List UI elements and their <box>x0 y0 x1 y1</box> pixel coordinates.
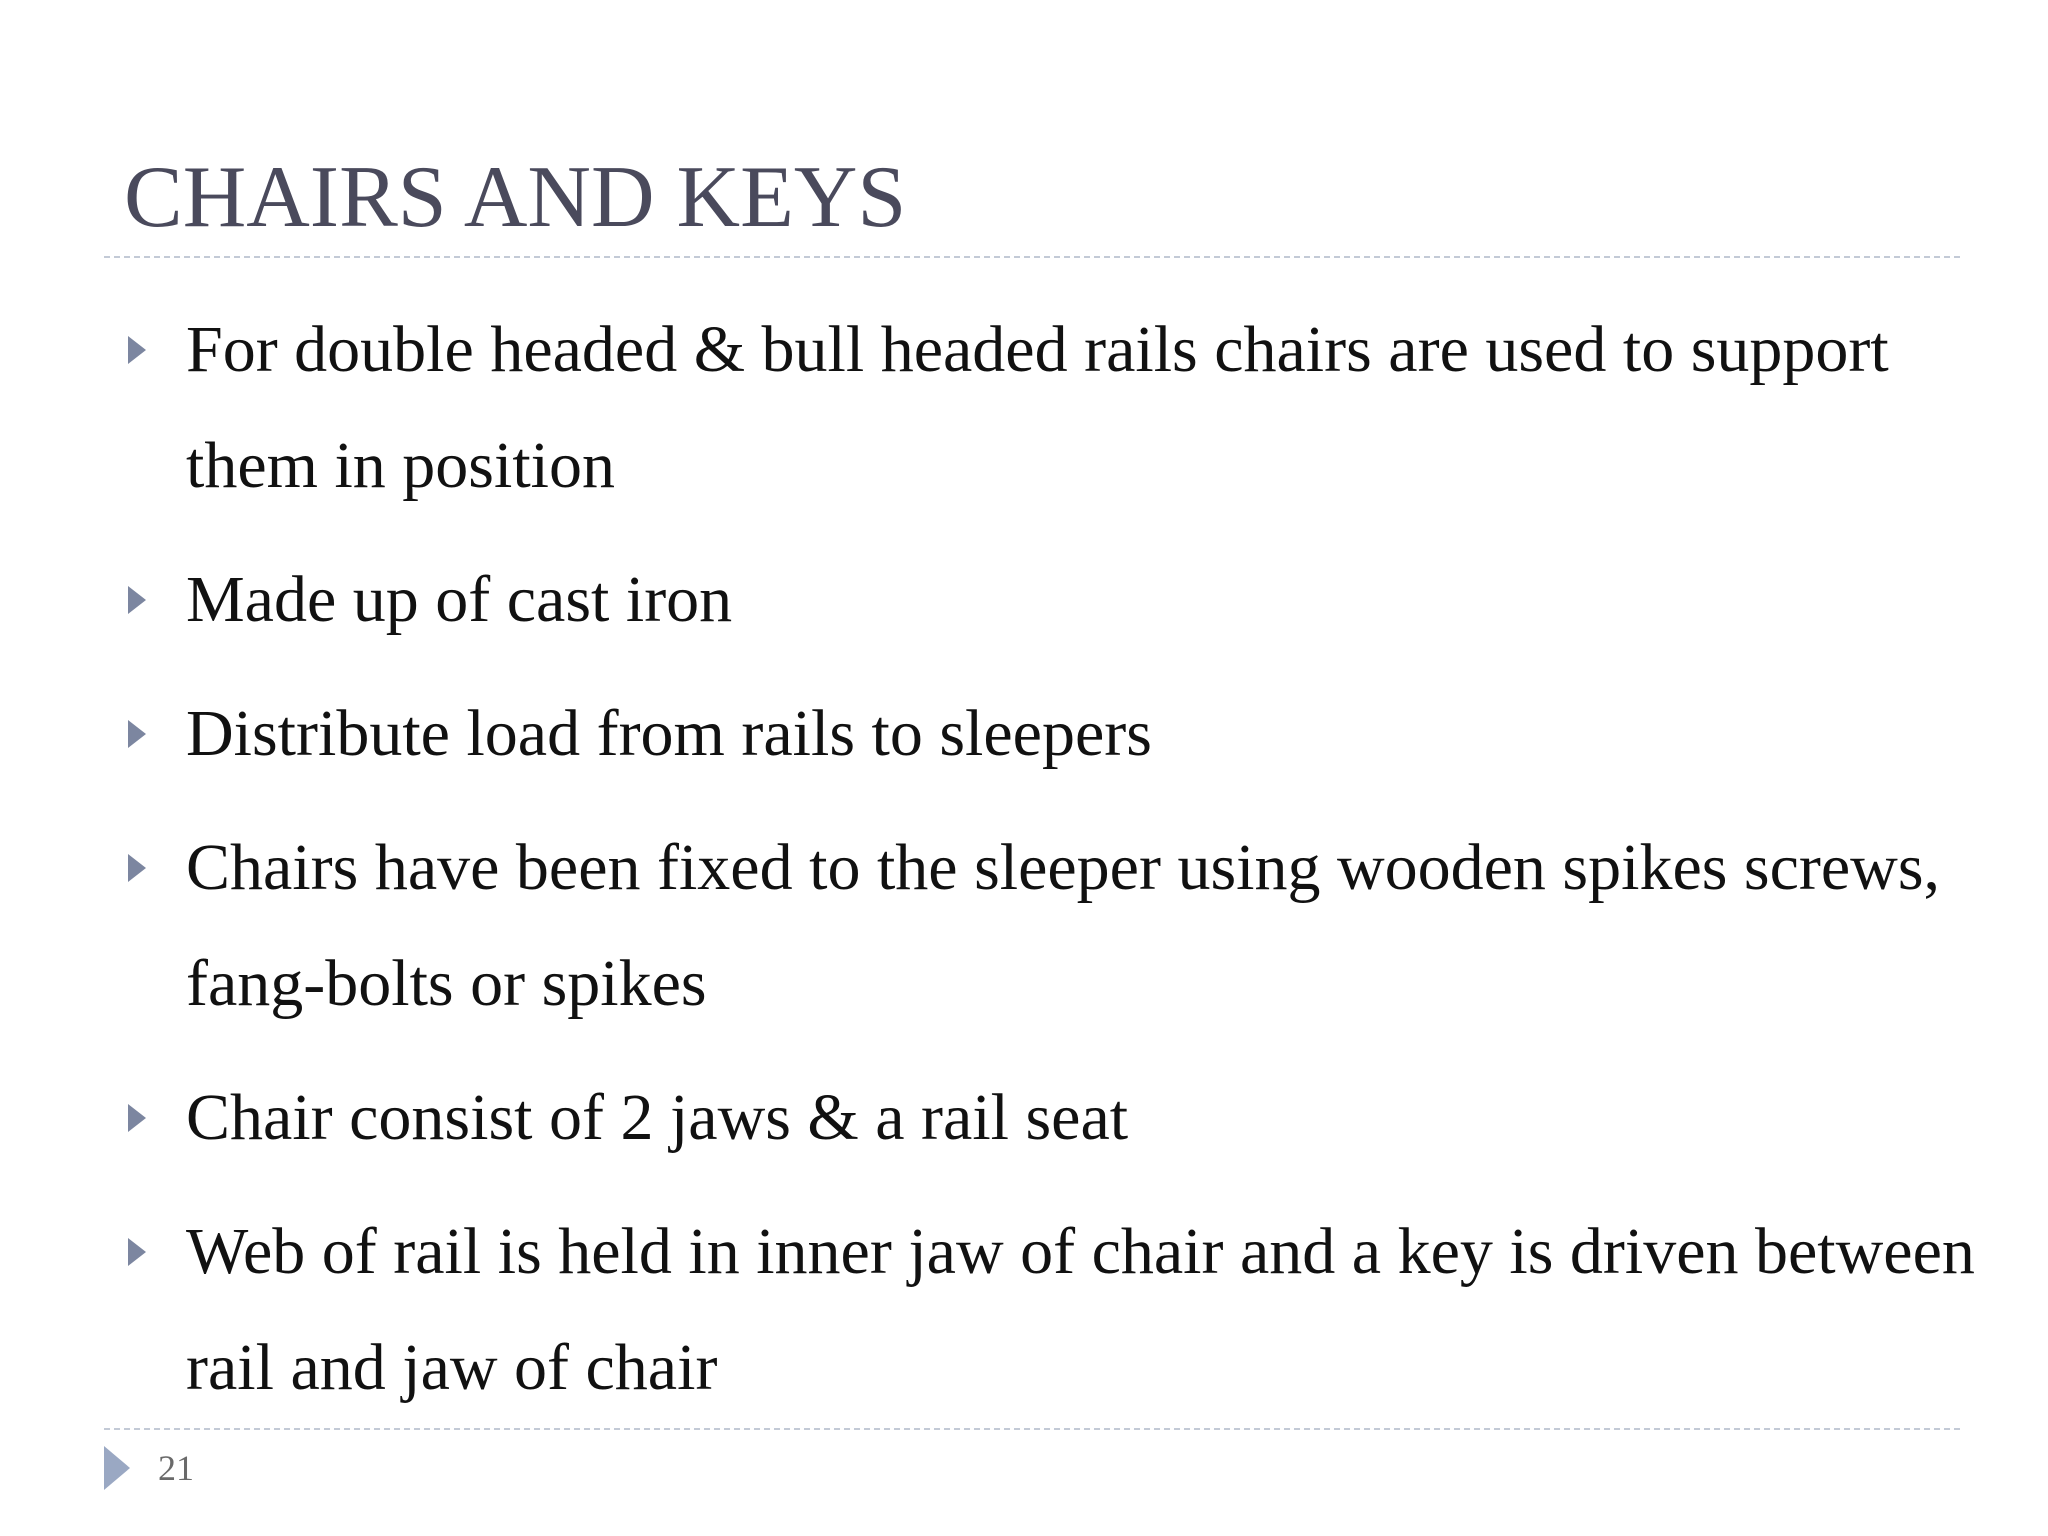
footer-arrow-icon <box>104 1446 130 1490</box>
page-number: 21 <box>158 1448 194 1488</box>
slide-title: CHAIRS AND KEYS <box>124 149 907 246</box>
footer-divider <box>104 1428 1960 1430</box>
bullet-arrow-icon <box>128 854 146 882</box>
bullet-arrow-icon <box>128 336 146 364</box>
bullet-text: Chair consist of 2 jaws & a rail seat <box>186 1081 1129 1154</box>
bullet-arrow-icon <box>128 1238 146 1266</box>
bullet-text: Web of rail is held in inner jaw of chair and a key is driven between rail and jaw of chair <box>186 1215 1975 1404</box>
bullet-arrow-icon <box>128 586 146 614</box>
bullet-text: Made up of cast iron <box>186 563 733 636</box>
bullet-text: For double headed & bull headed rails chairs are used to support them in position <box>186 313 1889 502</box>
bullet-text: Chairs have been fixed to the sleeper using wooden spikes screws, fang-bolts or spikes <box>186 831 1941 1020</box>
bullet-text: Distribute load from rails to sleepers <box>186 697 1152 770</box>
bullet-arrow-icon <box>128 720 146 748</box>
bullet-arrow-icon <box>128 1104 146 1132</box>
